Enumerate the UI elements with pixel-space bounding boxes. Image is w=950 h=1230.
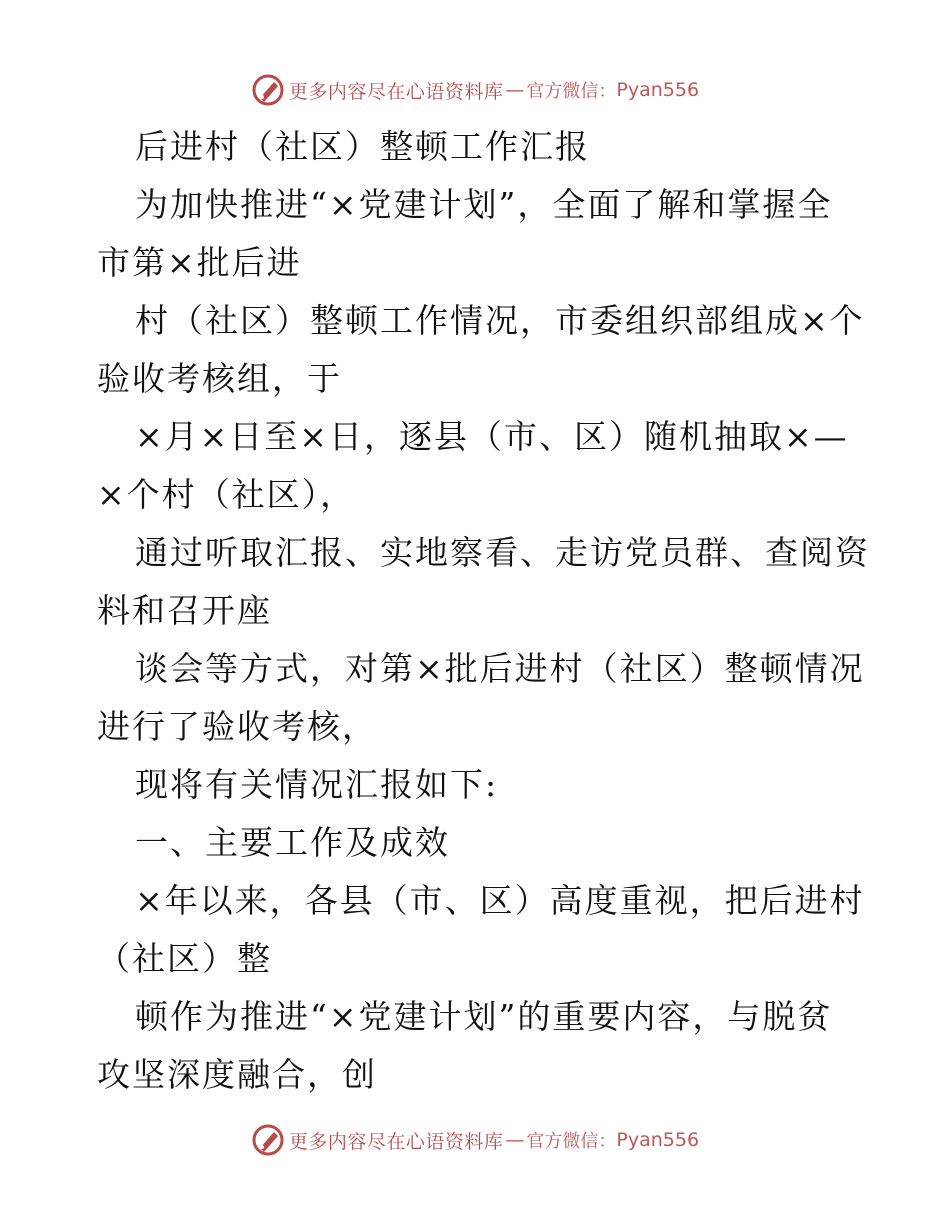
doc-title: 后进村（社区）整顿工作汇报 xyxy=(135,127,590,166)
paragraph-line: 验收考核组，于 xyxy=(97,359,342,398)
paragraph-line: 料和召开座 xyxy=(97,591,272,630)
paragraph-line: 为加快推进“×党建计划”，全面了解和掌握全 xyxy=(135,185,833,224)
paragraph-line: 攻坚深度融合，创 xyxy=(97,1055,377,1094)
paragraph-line: ×个村（社区）， xyxy=(97,475,356,514)
paragraph-line: 谈会等方式，对第×批后进村（社区）整顿情况 xyxy=(135,649,865,688)
watermark-text: 更多内容尽在心语资料库 xyxy=(288,80,504,103)
paragraph-line: 村（社区）整顿工作情况，市委组织部组成×个 xyxy=(135,301,865,340)
paragraph-line: 顿作为推进“×党建计划”的重要内容，与脱贫 xyxy=(135,997,833,1036)
watermark-account: Pyan556 xyxy=(616,1129,700,1151)
paragraph-line: 现将有关情况汇报如下: xyxy=(135,765,499,804)
paragraph-line: （社区）整 xyxy=(97,939,272,978)
watermark-banner-top xyxy=(0,70,950,110)
watermark-account: Pyan556 xyxy=(616,79,700,101)
paragraph-line: 进行了验收考核， xyxy=(97,707,377,746)
watermark-dash: — xyxy=(505,79,525,101)
paragraph-line: ×年以来，各县（市、区）高度重视，把后进村 xyxy=(135,881,865,920)
paragraph-line: 市第×批后进 xyxy=(97,243,302,282)
watermark-banner-bottom xyxy=(0,1120,950,1160)
watermark-dash: — xyxy=(505,1129,525,1151)
watermark-text: 更多内容尽在心语资料库 xyxy=(288,1130,504,1153)
section-heading: 一、主要工作及成效 xyxy=(135,823,450,862)
paragraph-line: ×月×日至×日，逐县（市、区）随机抽取×— xyxy=(135,417,849,456)
watermark-label: 官方微信： xyxy=(526,81,617,102)
document-body xyxy=(97,118,870,1104)
watermark-label: 官方微信： xyxy=(526,1131,617,1152)
pen-logo-icon xyxy=(251,1123,285,1157)
paragraph-line: 通过听取汇报、实地察看、走访党员群、查阅资 xyxy=(135,533,870,572)
pen-logo-icon xyxy=(251,73,285,107)
